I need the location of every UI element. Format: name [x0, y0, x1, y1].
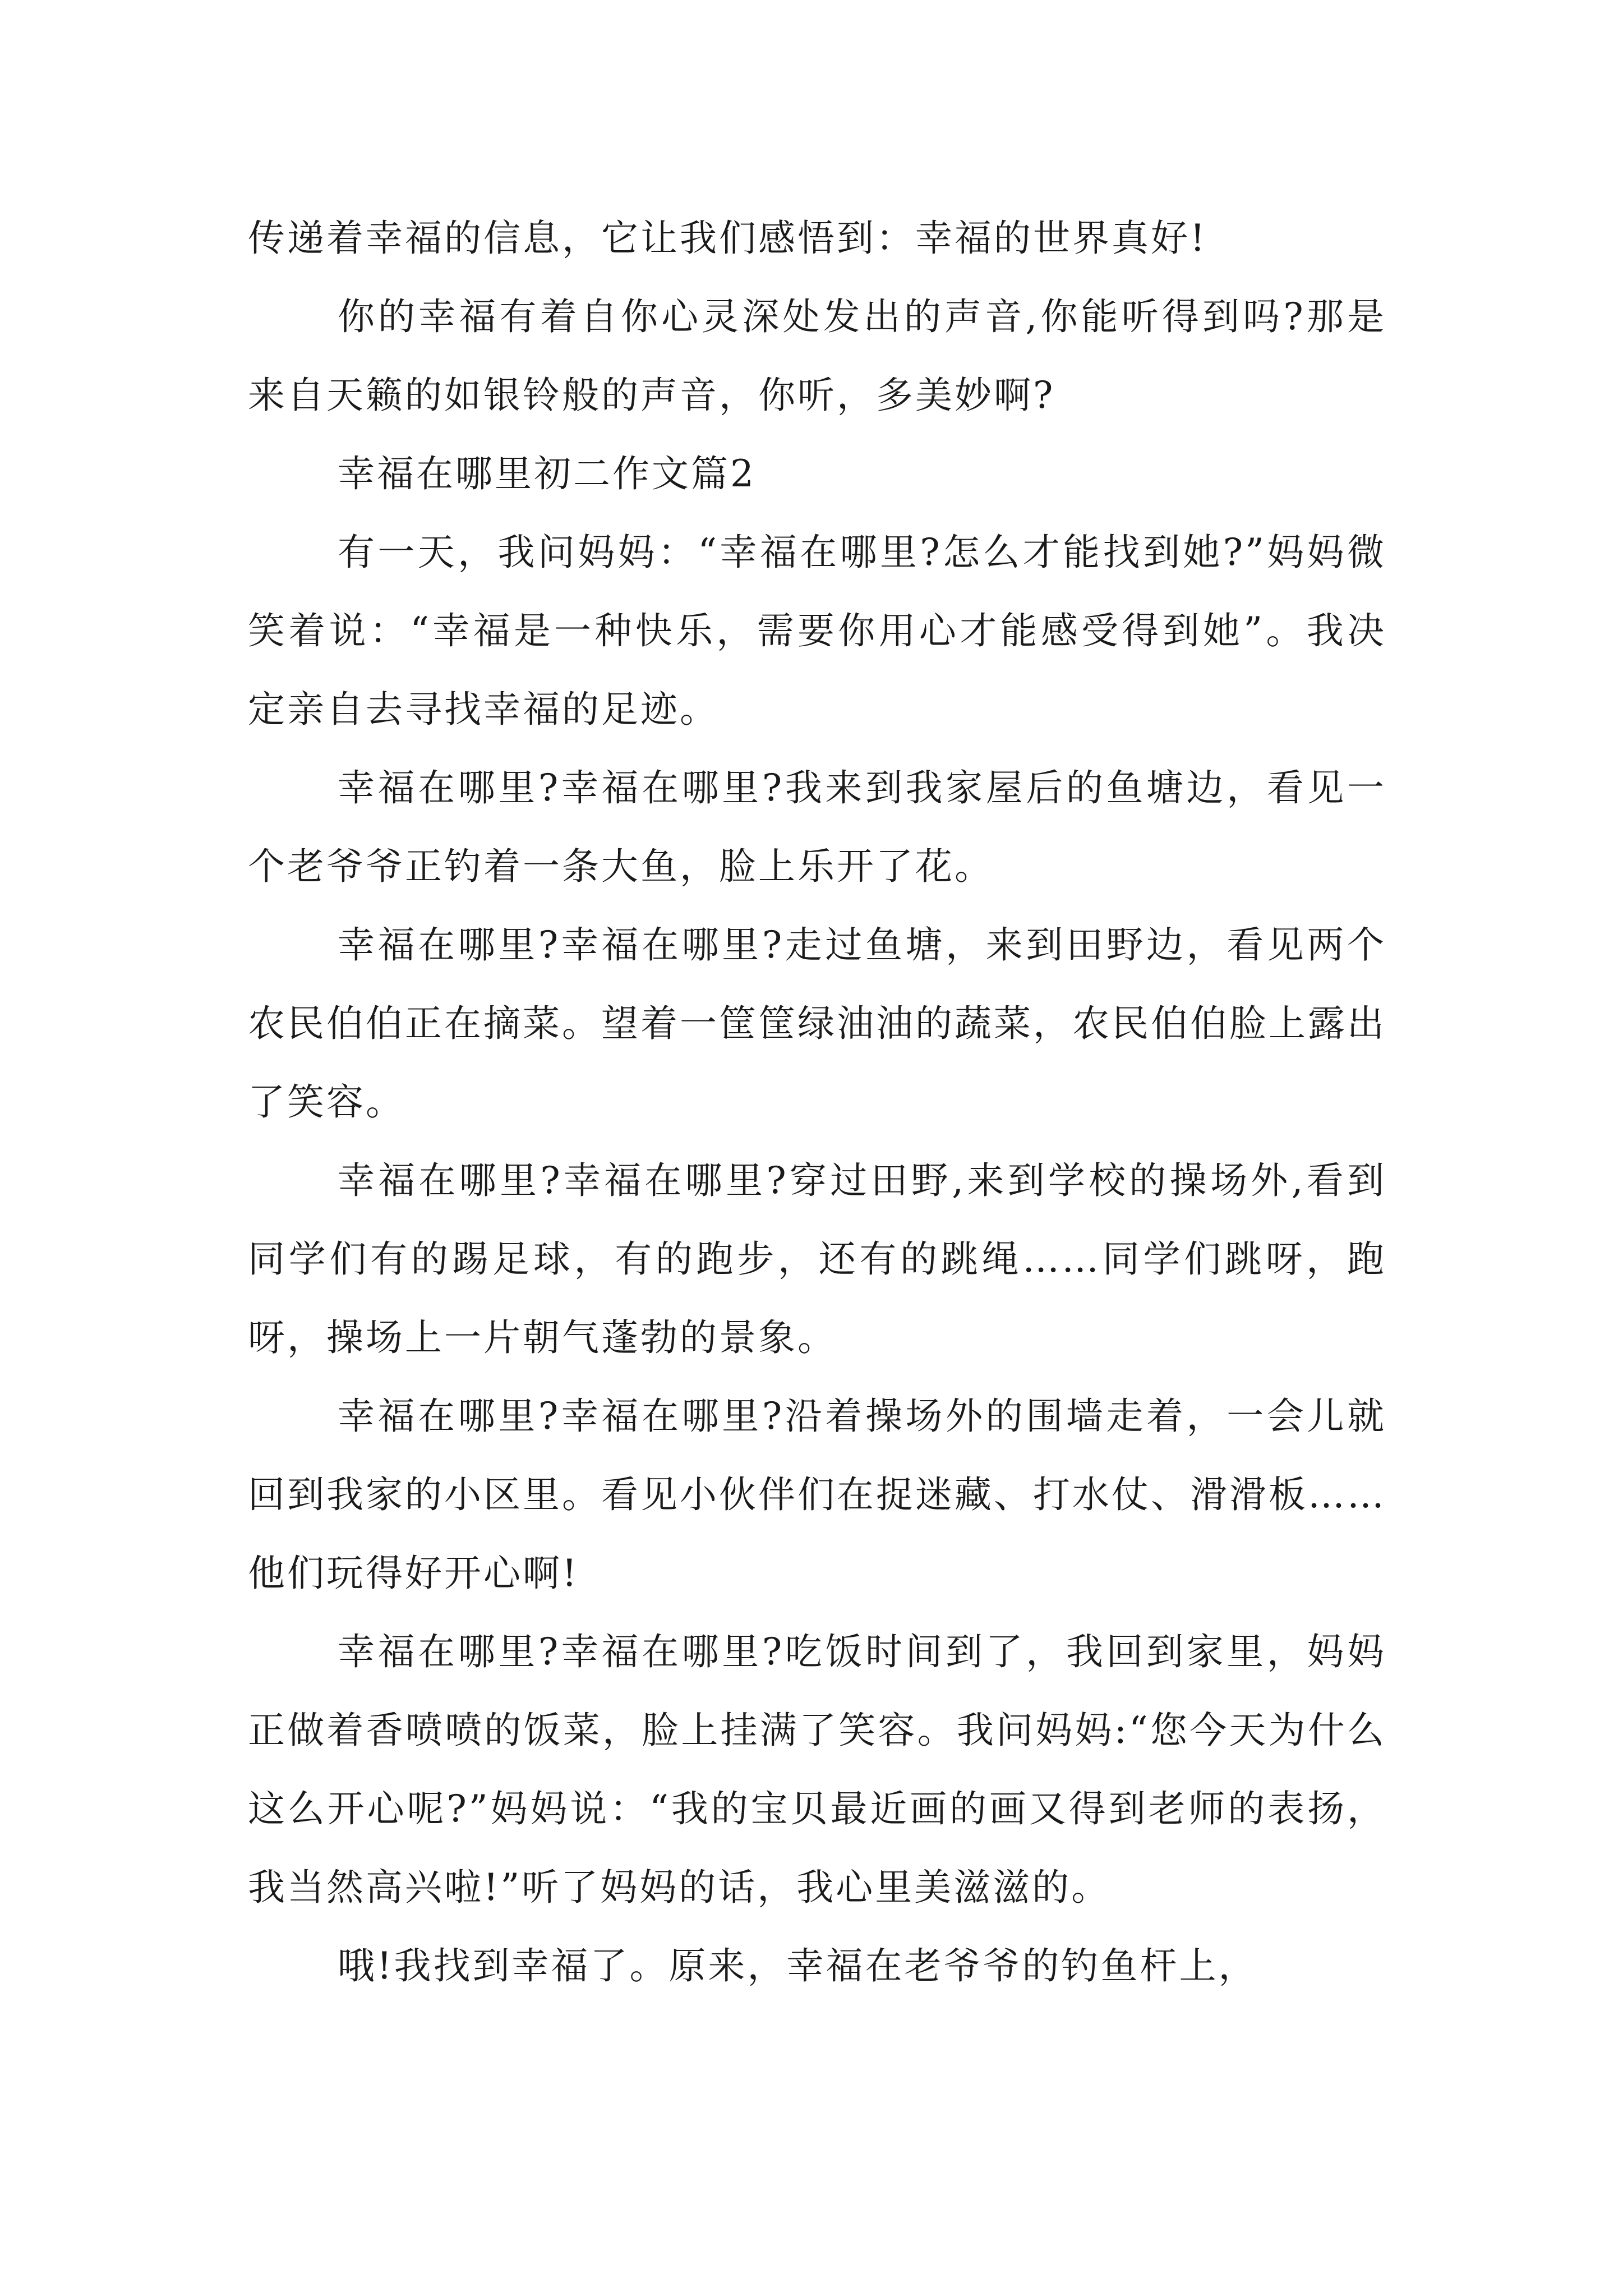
paragraph: 幸福在哪里?幸福在哪里?穿过田野,来到学校的操场外,看到同学们有的踢足球，有的跑步，还有的跳绳……同学们跳呀，跑呀，操场上一片朝气蓬勃的景象。	[248, 1159, 1386, 1359]
paragraph: 幸福在哪里?幸福在哪里?走过鱼塘，来到田野边，看见两个农民伯伯正在摘菜。望着一筐筐绿油油的蔬菜，农民伯伯脸上露出了笑容。	[248, 923, 1386, 1124]
document-body	[248, 199, 1386, 2005]
paragraph: 幸福在哪里?幸福在哪里?沿着操场外的围墙走着，一会儿就回到我家的小区里。看见小伙伴们在捉迷藏、打水仗、滑滑板……他们玩得好开心啊!	[248, 1395, 1386, 1595]
paragraph: 幸福在哪里?幸福在哪里?我来到我家屋后的鱼塘边，看见一个老爷爷正钓着一条大鱼，脸上乐开了花。	[248, 766, 1386, 888]
paragraph: 幸福在哪里?幸福在哪里?吃饭时间到了，我回到家里，妈妈正做着香喷喷的饭菜，脸上挂满了笑容。我问妈妈:“您今天为什么这么开心呢?”妈妈说：“我的宝贝最近画的画又得到老师的表扬，我当然高兴啦!”听了妈妈的话，我心里美滋滋的。	[248, 1630, 1386, 1909]
paragraph-continuation: 传递着幸福的信息，它让我们感悟到：幸福的世界真好!	[248, 217, 1207, 260]
paragraph: 你的幸福有着自你心灵深处发出的声音,你能听得到吗?那是来自天籁的如银铃般的声音，你听，多美妙啊?	[248, 295, 1386, 417]
paragraph: 哦!我找到幸福了。原来，幸福在老爷爷的钓鱼杆上，	[338, 1944, 1258, 1987]
paragraph: 有一天，我问妈妈：“幸福在哪里?怎么才能找到她?”妈妈微笑着说：“幸福是一种快乐，需要你用心才能感受得到她”。我决定亲自去寻找幸福的足迹。	[248, 531, 1386, 731]
section-heading: 幸福在哪里初二作文篇2	[338, 452, 756, 495]
